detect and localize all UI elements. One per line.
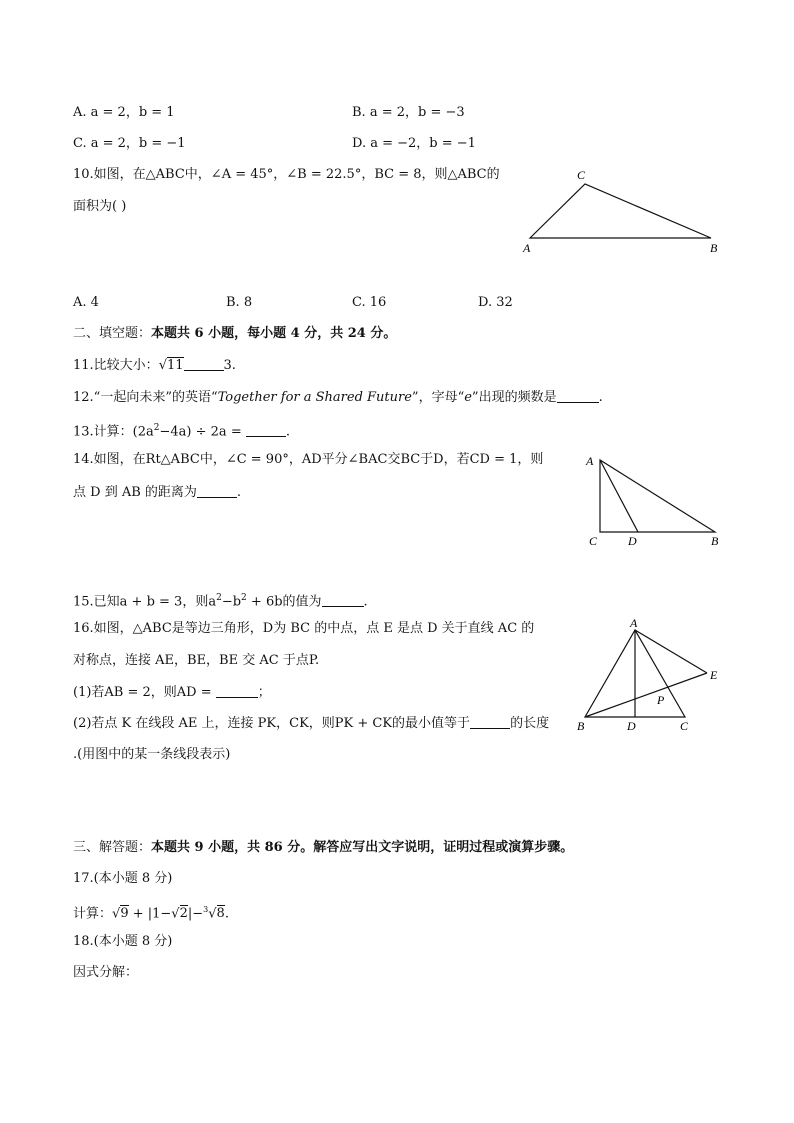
q15-end: . xyxy=(363,594,368,610)
sqrt-sign: √ xyxy=(208,906,217,922)
q13-mid: −4a) ÷ 2a = xyxy=(159,424,246,440)
q11-stem xyxy=(73,357,236,374)
q16-label-c: C xyxy=(680,719,689,733)
q16-label-e: E xyxy=(710,668,718,682)
sqrt-sign: √ xyxy=(158,358,167,373)
q16-part1-blank[interactable] xyxy=(216,684,258,698)
q11-pre: 11.比较大小： xyxy=(73,358,159,373)
q17-mid1: + |1− xyxy=(128,906,172,922)
q18-title: 18.(本小题 8 分) xyxy=(73,934,173,949)
q14-label-b: B xyxy=(711,534,719,548)
q14-line2-pre: 点 D 到 AB 的距离为 xyxy=(73,485,197,500)
q12-answer-blank[interactable] xyxy=(557,389,599,403)
section2-heading xyxy=(73,326,396,342)
q12-pre: 12.“一起向未来”的英语“ xyxy=(73,390,218,405)
q15-post: + 6b的值为 xyxy=(246,594,322,610)
q16-label-a: A xyxy=(630,616,638,630)
q16-equilateral-figure xyxy=(570,615,730,740)
q15-stem xyxy=(73,590,368,610)
section3-prefix: 三、解答题： xyxy=(73,840,152,855)
section3-heading xyxy=(73,840,573,856)
q10-label-b: B xyxy=(710,241,718,255)
q14-answer-blank[interactable] xyxy=(197,484,237,498)
q9-option-d: D. a = −2，b = −1 xyxy=(352,136,476,151)
q11-radicand: 11 xyxy=(166,358,184,373)
q12-stem xyxy=(73,389,603,406)
q10-label-a: A xyxy=(523,241,531,255)
q16-part2 xyxy=(73,715,549,732)
q13-end: . xyxy=(285,424,290,440)
q16-part2-note: .(用图中的某一条线段表示) xyxy=(73,747,231,762)
q14-stem-line1: 14.如图，在Rt△ABC中，∠C = 90°，AD平分∠BAC交BC于D，若CD = 1，则 xyxy=(73,452,544,467)
sqrt-sign: √ xyxy=(112,906,121,922)
q9-option-b: B. a = 2，b = −3 xyxy=(352,105,465,120)
q15-answer-blank[interactable] xyxy=(322,593,364,607)
q16-label-b: B xyxy=(577,719,585,733)
q16-part1 xyxy=(73,684,271,701)
q17-pre: 计算： xyxy=(73,906,113,922)
q16-part2-end: 的长度 xyxy=(510,716,550,731)
q13-pre: 13.计算：(2a xyxy=(73,424,154,440)
q13-stem xyxy=(73,420,290,440)
q10-option-b: B. 8 xyxy=(226,295,253,310)
sqrt-sign: √ xyxy=(171,906,180,922)
q11-answer-blank[interactable] xyxy=(184,357,224,371)
q17-end: . xyxy=(224,906,229,922)
q14-line2-end: . xyxy=(236,485,242,500)
q17-mid2: |− xyxy=(187,906,204,922)
section3-bold: 本题共 9 小题，共 86 分。解答应写出文字说明，证明过程或演算步骤。 xyxy=(151,840,574,855)
section2-prefix: 二、填空题： xyxy=(73,326,152,341)
q9-option-a: A. a = 2，b = 1 xyxy=(73,105,175,120)
q17-radicand-1: 9 xyxy=(120,906,129,922)
q14-label-a: A xyxy=(586,454,594,468)
q14-label-c: C xyxy=(589,534,598,548)
q15-sup1: 2 xyxy=(216,593,222,603)
q16-label-d: D xyxy=(627,719,636,733)
q13-sup: 2 xyxy=(153,423,160,433)
q14-right-triangle-figure xyxy=(580,450,730,550)
q17-root-index: 3 xyxy=(203,905,209,914)
q11-post: 3. xyxy=(223,358,236,373)
q17-radicand-2: 2 xyxy=(179,906,188,922)
q14-stem-line2 xyxy=(73,484,241,501)
q9-option-c: C. a = 2，b = −1 xyxy=(73,136,186,151)
q17-radicand-3: 8 xyxy=(216,906,225,922)
q16-part2-blank[interactable] xyxy=(470,715,510,729)
q13-answer-blank[interactable] xyxy=(246,423,286,437)
q15-pre: 15.已知a + b = 3，则a xyxy=(73,594,217,610)
q10-stem-line2: 面积为( ) xyxy=(73,199,127,214)
q10-option-d: D. 32 xyxy=(478,295,513,310)
q12-mid: ”，字母“ xyxy=(411,390,465,405)
q10-triangle-figure xyxy=(515,162,735,262)
q17-title: 17.(本小题 8 分) xyxy=(73,871,173,886)
q12-letter: e xyxy=(464,390,472,405)
q18-body: 因式分解： xyxy=(73,965,139,980)
q10-option-a: A. 4 xyxy=(73,295,99,310)
q10-label-c: C xyxy=(577,168,586,182)
section2-bold: 本题共 6 小题，每小题 4 分，共 24 分。 xyxy=(151,326,397,341)
q16-stem-line2: 对称点，连接 AE，BE，BE 交 AC 于点P. xyxy=(73,653,320,668)
q16-part1-pre: (1)若AB = 2，则AD = xyxy=(73,685,216,700)
q12-post: ”出现的频数是 xyxy=(471,390,557,405)
q12-phrase: Together for a Shared Future xyxy=(217,390,412,405)
q10-option-c: C. 16 xyxy=(352,295,387,310)
q17-expression xyxy=(73,902,229,922)
q16-part1-end: ； xyxy=(257,685,271,700)
q15-sup2: 2 xyxy=(241,593,247,603)
q15-mid: −b xyxy=(221,594,242,610)
q10-stem-line1: 10.如图，在△ABC中，∠A = 45°，∠B = 22.5°，BC = 8，则△ABC的 xyxy=(73,167,500,182)
q16-part2-pre: (2)若点 K 在线段 AE 上，连接 PK，CK，则PK + CK的最小值等于 xyxy=(73,716,471,731)
q16-label-p: P xyxy=(657,693,665,707)
q12-end: . xyxy=(598,390,603,405)
q16-stem-line1: 16.如图，△ABC是等边三角形，D为 BC 的中点，点 E 是点 D 关于直线 AC 的 xyxy=(73,621,535,636)
q14-label-d: D xyxy=(628,534,637,548)
